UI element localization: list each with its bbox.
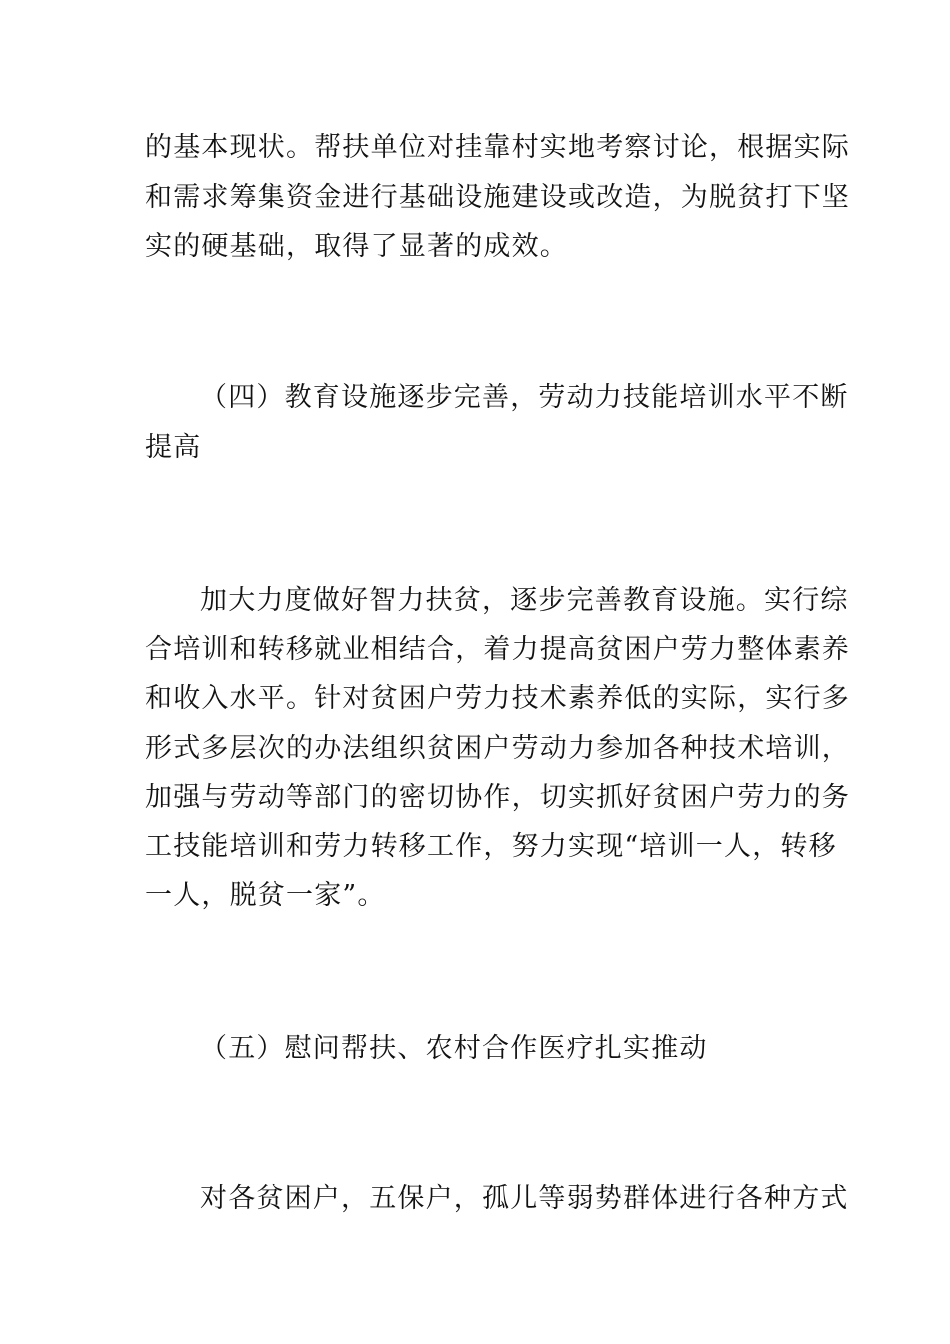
paragraph-line: 加大力度做好智力扶贫，逐步完善教育设施。实行综 bbox=[200, 585, 849, 616]
paragraph-line: 一人，脱贫一家”。 bbox=[145, 880, 386, 911]
section-heading-4: （四）教育设施逐步完善，劳动力技能培训水平不断 bbox=[200, 382, 849, 413]
paragraph-line: 的基本现状。帮扶单位对挂靠村实地考察讨论，根据实际 bbox=[145, 132, 850, 163]
paragraph-line: 合培训和转移就业相结合，着力提高贫困户劳力整体素养 bbox=[145, 634, 850, 665]
section-heading-4-cont: 提高 bbox=[145, 432, 202, 463]
paragraph-line: 实的硬基础，取得了显著的成效。 bbox=[145, 231, 568, 262]
paragraph-line: 工技能培训和劳力转移工作，努力实现“培训一人，转移 bbox=[145, 831, 837, 862]
paragraph-line: 和收入水平。针对贫困户劳力技术素养低的实际，实行多 bbox=[145, 683, 850, 714]
paragraph-line: 形式多层次的办法组织贫困户劳动力参加各种技术培训， bbox=[145, 733, 850, 764]
paragraph-line: 对各贫困户，五保户，孤儿等弱势群体进行各种方式 bbox=[200, 1183, 849, 1214]
paragraph-line: 加强与劳动等部门的密切协作，切实抓好贫困户劳力的务 bbox=[145, 782, 850, 813]
paragraph-line: 和需求筹集资金进行基础设施建设或改造，为脱贫打下坚 bbox=[145, 182, 850, 213]
section-heading-5: （五）慰问帮扶、农村合作医疗扎实推动 bbox=[200, 1033, 708, 1064]
